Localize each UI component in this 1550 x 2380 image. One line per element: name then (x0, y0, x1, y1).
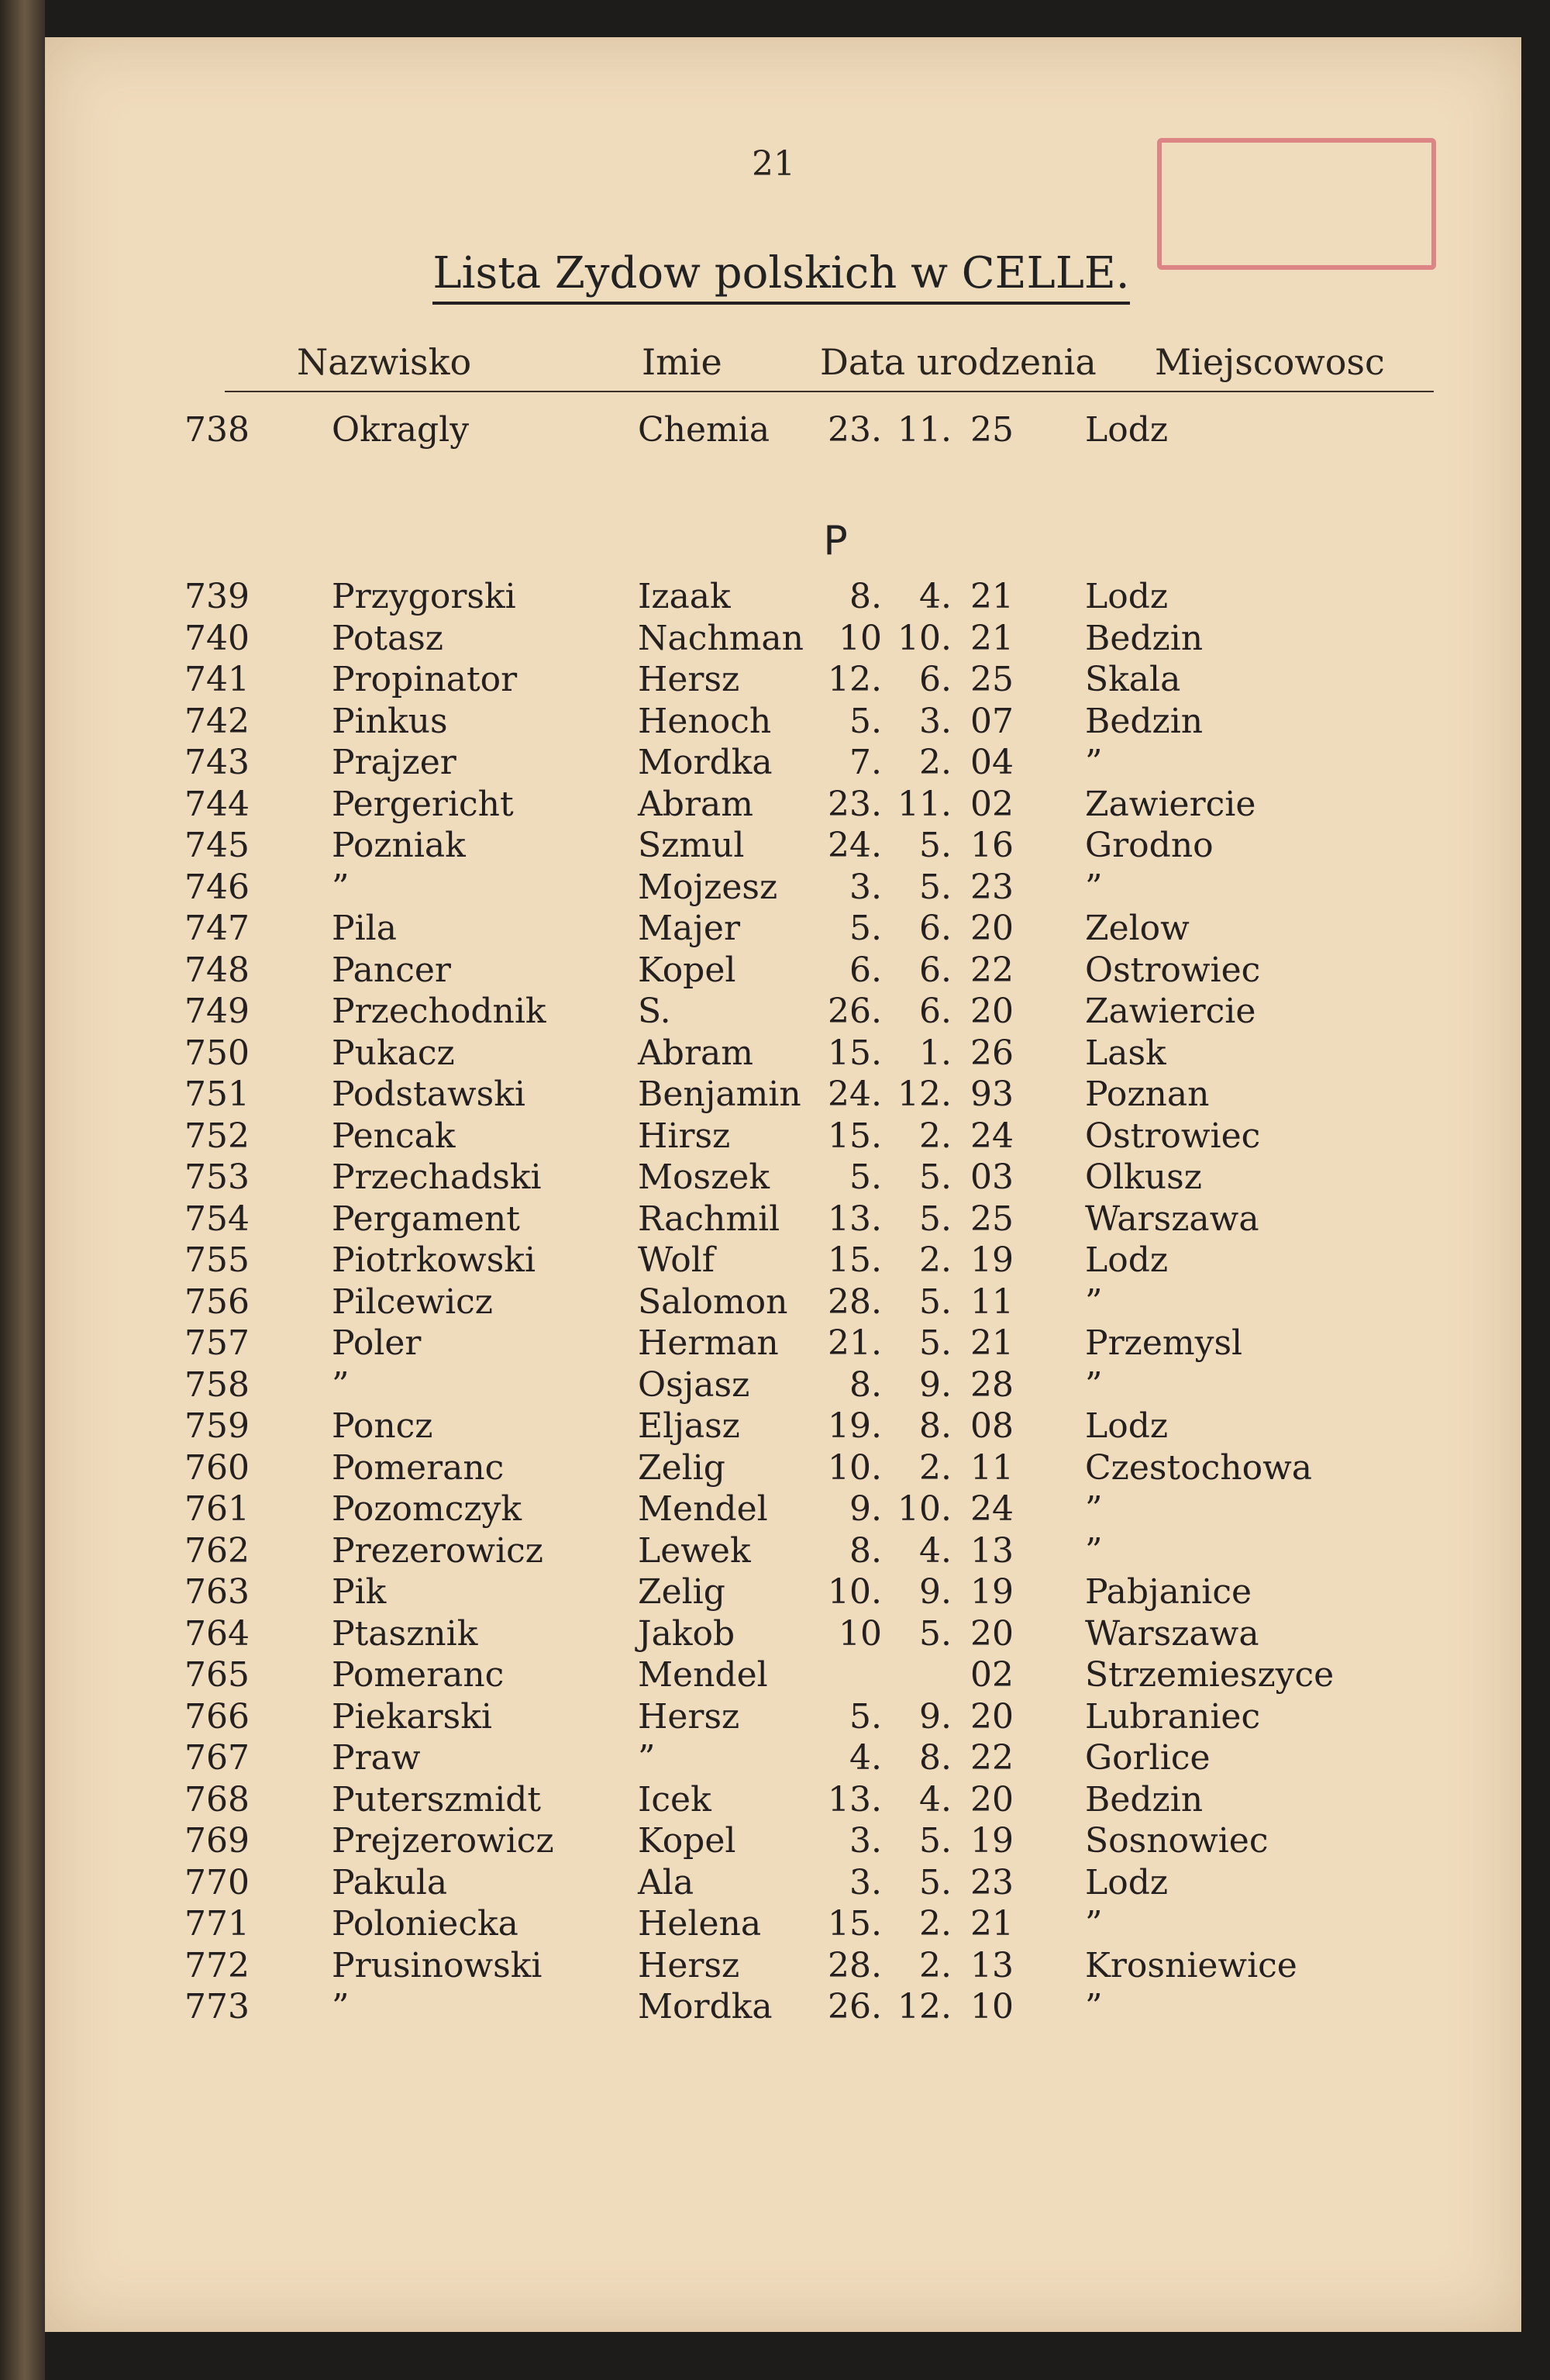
entry-birth-month: 9. (919, 1696, 952, 1737)
entry-birth-day: 5. (849, 1696, 882, 1737)
entry-birth-day: 26. (828, 992, 882, 1031)
entry-number: 747 (184, 909, 250, 948)
entry-first-name: Osjasz (638, 1364, 750, 1405)
entry-first-name: Zelig (638, 1447, 725, 1488)
entry-surname: Pergericht (332, 784, 514, 824)
table-row (45, 1074, 1521, 1116)
entry-birth-month: 9. (919, 1364, 952, 1405)
entry-birth-year: 23 (970, 1862, 1014, 1902)
entry-birth-month: 2. (919, 1447, 952, 1488)
entry-surname: ” (332, 1987, 350, 2026)
entry-number: 741 (184, 660, 250, 699)
entry-first-name: Herman (638, 1323, 779, 1363)
entry-number: 764 (184, 1613, 250, 1654)
entry-surname: Puterszmidt (332, 1779, 542, 1819)
entry-birth-month: 11. (897, 784, 952, 824)
entry-birth-year: 25 (970, 1199, 1014, 1239)
entry-place: Lodz (1085, 410, 1169, 450)
entry-surname: Praw (332, 1738, 421, 1778)
entry-birth-year: 22 (970, 950, 1014, 990)
entry-number: 765 (184, 1655, 250, 1695)
entry-number: 748 (184, 950, 250, 990)
table-row (45, 618, 1521, 660)
entry-first-name: Abram (638, 1033, 753, 1073)
entry-birth-year: 11 (970, 1281, 1014, 1322)
title-text: Lista Zydow polskich w CELLE. (432, 248, 1129, 305)
entry-number: 756 (184, 1281, 250, 1322)
entry-place: Bedzin (1085, 618, 1204, 658)
entry-place: Bedzin (1085, 701, 1204, 741)
entry-place: ” (1085, 1281, 1103, 1322)
table-row (45, 1696, 1521, 1738)
entry-birth-day: 23. (828, 784, 882, 824)
table-row (45, 1820, 1521, 1862)
entry-birth-day: 8. (849, 577, 882, 616)
entry-birth-year: 19 (970, 1572, 1014, 1612)
entry-birth-day: 5. (849, 1157, 882, 1197)
entry-birth-day: 6. (849, 950, 882, 990)
table-row (45, 1654, 1521, 1696)
archive-stamp (1157, 138, 1436, 270)
entry-birth-year: 19 (970, 1821, 1014, 1861)
entry-number: 740 (184, 618, 250, 658)
entry-first-name: Jakob (638, 1613, 735, 1654)
entry-place: ” (1085, 1364, 1103, 1405)
entry-surname: Przechodnik (332, 992, 546, 1031)
entry-place: Zawiercie (1085, 784, 1256, 824)
entry-birth-month: 4. (919, 1779, 952, 1819)
entry-first-name: Henoch (638, 701, 772, 741)
header-birth-date: Data urodzenia (820, 341, 1097, 383)
entry-number: 742 (184, 701, 250, 741)
entry-first-name: Mendel (638, 1655, 768, 1695)
entry-birth-year: 03 (970, 1157, 1014, 1197)
entry-birth-year: 22 (970, 1738, 1014, 1778)
table-row (45, 1737, 1521, 1779)
entry-number: 770 (184, 1862, 250, 1902)
entry-first-name: Mordka (638, 743, 773, 782)
entry-number: 766 (184, 1696, 250, 1737)
entry-birth-month: 8. (919, 1738, 952, 1778)
entry-first-name: Eljasz (638, 1406, 740, 1446)
entry-place: ” (1085, 1904, 1103, 1944)
entry-place: Sosnowiec (1085, 1821, 1269, 1861)
entry-number: 761 (184, 1489, 250, 1529)
entry-birth-month: 10. (897, 1489, 952, 1529)
entry-birth-month: 2. (919, 1116, 952, 1156)
entry-birth-month: 2. (919, 743, 952, 782)
entry-place: Pabjanice (1085, 1572, 1252, 1612)
entry-number: 763 (184, 1572, 250, 1612)
entry-birth-year: 25 (970, 660, 1014, 699)
entry-surname: ” (332, 1364, 350, 1405)
entry-number: 746 (184, 867, 250, 907)
entry-birth-month: 4. (919, 577, 952, 616)
entry-birth-year: 26 (970, 1033, 1014, 1073)
table-row (45, 701, 1521, 743)
entry-birth-month: 6. (919, 992, 952, 1031)
entry-number: 753 (184, 1157, 250, 1197)
table-row (45, 1862, 1521, 1904)
entry-first-name: Helena (638, 1904, 762, 1944)
entry-first-name: Hirsz (638, 1116, 731, 1156)
entry-surname: Przygorski (332, 577, 516, 616)
entry-birth-year: 04 (970, 743, 1014, 782)
entry-place: ” (1085, 1987, 1103, 2026)
entry-birth-year: 20 (970, 1696, 1014, 1737)
entry-surname: Piekarski (332, 1696, 492, 1737)
table-row (45, 1613, 1521, 1655)
entry-first-name: Kopel (638, 950, 736, 990)
entry-birth-year: 24 (970, 1116, 1014, 1156)
entry-surname: Prejzerowicz (332, 1821, 554, 1861)
entry-surname: Pencak (332, 1116, 456, 1156)
entry-number: 758 (184, 1364, 250, 1405)
entry-birth-day: 4. (849, 1738, 882, 1778)
entry-birth-month: 3. (919, 701, 952, 741)
entry-birth-day: 3. (849, 1821, 882, 1861)
entry-birth-month: 6. (919, 950, 952, 990)
entry-birth-month: 5. (919, 1862, 952, 1902)
entry-place: ” (1085, 743, 1103, 782)
entry-first-name: Icek (638, 1779, 711, 1819)
table-row (45, 1488, 1521, 1530)
page-number: 21 (752, 144, 795, 184)
entry-birth-month: 5. (919, 1199, 952, 1239)
entry-surname: Pergament (332, 1199, 520, 1239)
entry-birth-day: 15. (828, 1240, 882, 1280)
entry-birth-month: 8. (919, 1406, 952, 1446)
entry-birth-month: 10. (897, 618, 952, 658)
entry-number: 759 (184, 1406, 250, 1446)
table-row (45, 1240, 1521, 1281)
table-row (45, 409, 1521, 451)
entry-surname: Pomeranc (332, 1655, 505, 1695)
entry-surname: Podstawski (332, 1074, 525, 1114)
entry-birth-year: 10 (970, 1987, 1014, 2026)
entry-birth-day: 26. (828, 1987, 882, 2026)
entry-surname: Pila (332, 909, 397, 948)
table-row (45, 1199, 1521, 1240)
entry-birth-day: 15. (828, 1116, 882, 1156)
entry-first-name: Wolf (638, 1240, 715, 1280)
entry-birth-year: 20 (970, 992, 1014, 1031)
entry-place: Poznan (1085, 1074, 1210, 1114)
entry-place: Lodz (1085, 1240, 1169, 1280)
entry-surname: Propinator (332, 660, 518, 699)
entry-birth-month: 6. (919, 909, 952, 948)
entry-first-name: Mojzesz (638, 867, 778, 907)
entry-birth-day: 10 (839, 1613, 882, 1654)
entry-surname: Pinkus (332, 701, 448, 741)
entry-surname: Pakula (332, 1862, 448, 1902)
entry-first-name: Nachman (638, 618, 804, 658)
table-row (45, 1157, 1521, 1199)
entry-birth-month: 5. (919, 1821, 952, 1861)
entry-first-name: Benjamin (638, 1074, 801, 1114)
entry-birth-year: 21 (970, 1323, 1014, 1363)
entry-first-name: Rachmil (638, 1199, 780, 1239)
entry-number: 738 (184, 410, 250, 450)
table-row (45, 1447, 1521, 1489)
entry-birth-day: 13. (828, 1779, 882, 1819)
entry-place: ” (1085, 1489, 1103, 1529)
entry-surname: Poloniecka (332, 1904, 518, 1944)
entry-birth-day: 5. (849, 701, 882, 741)
entry-surname: ” (332, 867, 350, 907)
entry-birth-day: 10. (828, 1572, 882, 1612)
entry-birth-day: 10. (828, 1447, 882, 1488)
entry-first-name: Ala (638, 1862, 694, 1902)
entry-birth-day: 23. (828, 410, 882, 450)
entry-number: 773 (184, 1987, 250, 2026)
entry-surname: Przechadski (332, 1157, 542, 1197)
entry-number: 745 (184, 826, 250, 865)
entry-birth-month: 5. (919, 1281, 952, 1322)
entry-number: 757 (184, 1323, 250, 1363)
entry-first-name: Majer (638, 909, 740, 948)
entry-place: Strzemieszyce (1085, 1655, 1335, 1695)
entry-birth-day: 19. (828, 1406, 882, 1446)
table-row (45, 1406, 1521, 1447)
page-title (432, 248, 1130, 298)
entry-number: 752 (184, 1116, 250, 1156)
entry-surname: Poler (332, 1323, 422, 1363)
entry-birth-day: 28. (828, 1945, 882, 1985)
entry-place: Przemysl (1085, 1323, 1243, 1363)
entry-birth-day: 21. (828, 1323, 882, 1363)
table-row (45, 1033, 1521, 1074)
table-row (45, 1364, 1521, 1406)
table-row (45, 1571, 1521, 1613)
entry-birth-year: 93 (970, 1074, 1014, 1114)
entry-birth-month: 5. (919, 1323, 952, 1363)
entry-place: Czestochowa (1085, 1447, 1313, 1488)
entry-number: 754 (184, 1199, 250, 1239)
table-row (45, 1281, 1521, 1323)
entry-first-name: Hersz (638, 1696, 740, 1737)
entry-birth-month: 12. (897, 1987, 952, 2026)
entry-first-name: Abram (638, 784, 753, 824)
entry-birth-month: 4. (919, 1530, 952, 1571)
entry-place: Zawiercie (1085, 992, 1256, 1031)
entry-first-name: S. (638, 992, 671, 1031)
entry-birth-month: 12. (897, 1074, 952, 1114)
entry-birth-day: 10 (839, 618, 882, 658)
entry-first-name: ” (638, 1738, 656, 1778)
entry-birth-month: 11. (897, 410, 952, 450)
table-row (45, 950, 1521, 992)
table-row (45, 1779, 1521, 1821)
entry-place: ” (1085, 1530, 1103, 1571)
entry-place: Krosniewice (1085, 1945, 1297, 1985)
entry-birth-month: 1. (919, 1033, 952, 1073)
table-row (45, 825, 1521, 867)
entry-first-name: Mordka (638, 1987, 773, 2026)
entry-number: 750 (184, 1033, 250, 1073)
entry-birth-month: 9. (919, 1572, 952, 1612)
entry-first-name: Salomon (638, 1281, 788, 1322)
entry-birth-month: 5. (919, 1613, 952, 1654)
entry-birth-year: 25 (970, 410, 1014, 450)
entry-birth-month: 5. (919, 1157, 952, 1197)
entry-birth-year: 11 (970, 1447, 1014, 1488)
table-row (45, 1116, 1521, 1157)
entry-surname: Poncz (332, 1406, 433, 1446)
entry-birth-day: 13. (828, 1199, 882, 1239)
entry-birth-day: 7. (849, 743, 882, 782)
entry-surname: Pozniak (332, 826, 466, 865)
entry-birth-year: 24 (970, 1489, 1014, 1529)
entry-surname: Pomeranc (332, 1447, 505, 1488)
entry-birth-year: 19 (970, 1240, 1014, 1280)
header-rule (225, 391, 1434, 392)
entry-birth-day: 9. (849, 1489, 882, 1529)
book-spine (0, 0, 45, 2380)
entry-first-name: Moszek (638, 1157, 770, 1197)
entry-place: Bedzin (1085, 1779, 1204, 1819)
entry-place: Skala (1085, 660, 1181, 699)
entry-place: ” (1085, 867, 1103, 907)
entry-birth-day: 3. (849, 1862, 882, 1902)
entry-birth-day: 5. (849, 909, 882, 948)
entry-place: Zelow (1085, 909, 1190, 948)
table-row (45, 1530, 1521, 1572)
entry-place: Lask (1085, 1033, 1166, 1073)
entry-place: Olkusz (1085, 1157, 1202, 1197)
entry-number: 762 (184, 1530, 250, 1571)
table-row (45, 742, 1521, 784)
entry-birth-day: 12. (828, 660, 882, 699)
table-row (45, 1945, 1521, 1987)
entry-birth-year: 21 (970, 1904, 1014, 1944)
table-row (45, 784, 1521, 826)
entry-surname: Pilcewicz (332, 1281, 493, 1322)
entry-first-name: Zelig (638, 1572, 725, 1612)
entry-birth-day: 8. (849, 1364, 882, 1405)
section-letter: P (823, 518, 848, 564)
entry-birth-year: 02 (970, 784, 1014, 824)
entry-birth-day: 28. (828, 1281, 882, 1322)
entry-birth-year: 13 (970, 1945, 1014, 1985)
entry-first-name: Chemia (638, 410, 770, 450)
entry-first-name: Szmul (638, 826, 745, 865)
entry-place: Grodno (1085, 826, 1214, 865)
header-place: Miejscowosc (1155, 341, 1385, 383)
entry-first-name: Hersz (638, 1945, 740, 1985)
entry-place: Lubraniec (1085, 1696, 1261, 1737)
entry-first-name: Mendel (638, 1489, 768, 1529)
entry-number: 743 (184, 743, 250, 782)
table-row (45, 867, 1521, 909)
entry-birth-year: 13 (970, 1530, 1014, 1571)
entry-birth-month: 5. (919, 826, 952, 865)
entry-place: Lodz (1085, 1862, 1169, 1902)
entry-place: Lodz (1085, 1406, 1169, 1446)
entry-surname: Pozomczyk (332, 1489, 522, 1529)
table-row (45, 659, 1521, 701)
entry-place: Warszawa (1085, 1199, 1259, 1239)
document-page (45, 37, 1521, 2332)
entry-number: 749 (184, 992, 250, 1031)
entry-birth-month: 5. (919, 867, 952, 907)
entry-number: 760 (184, 1447, 250, 1488)
table-row (45, 1323, 1521, 1364)
entry-first-name: Izaak (638, 577, 731, 616)
entry-number: 739 (184, 577, 250, 616)
entry-place: Gorlice (1085, 1738, 1211, 1778)
entry-surname: Okragly (332, 410, 470, 450)
entry-birth-day: 24. (828, 826, 882, 865)
entry-first-name: Kopel (638, 1821, 736, 1861)
entry-number: 771 (184, 1904, 250, 1944)
entry-surname: Pancer (332, 950, 451, 990)
entry-birth-year: 20 (970, 909, 1014, 948)
entry-first-name: Hersz (638, 660, 740, 699)
entry-birth-day: 8. (849, 1530, 882, 1571)
entry-birth-day: 24. (828, 1074, 882, 1114)
entry-first-name: Lewek (638, 1530, 751, 1571)
entry-surname: Piotrkowski (332, 1240, 536, 1280)
entry-surname: Prusinowski (332, 1945, 542, 1985)
entry-place: Ostrowiec (1085, 1116, 1261, 1156)
entry-place: Lodz (1085, 577, 1169, 616)
entry-birth-year: 02 (970, 1655, 1014, 1695)
entry-surname: Ptasznik (332, 1613, 478, 1654)
entry-number: 744 (184, 784, 250, 824)
table-row (45, 908, 1521, 950)
entry-birth-year: 07 (970, 701, 1014, 741)
entry-birth-day: 15. (828, 1033, 882, 1073)
entry-number: 769 (184, 1821, 250, 1861)
entry-surname: Pukacz (332, 1033, 455, 1073)
entry-number: 751 (184, 1074, 250, 1114)
table-row (45, 576, 1521, 618)
entry-birth-month: 2. (919, 1945, 952, 1985)
entry-birth-year: 08 (970, 1406, 1014, 1446)
entry-number: 768 (184, 1779, 250, 1819)
entry-surname: Prajzer (332, 743, 456, 782)
entry-surname: Prezerowicz (332, 1530, 543, 1571)
entry-birth-month: 2. (919, 1240, 952, 1280)
header-first-name: Imie (642, 341, 722, 383)
entry-number: 755 (184, 1240, 250, 1280)
entry-place: Ostrowiec (1085, 950, 1261, 990)
table-row (45, 991, 1521, 1033)
table-row (45, 1903, 1521, 1945)
entry-birth-year: 21 (970, 618, 1014, 658)
entry-number: 767 (184, 1738, 250, 1778)
entry-birth-year: 28 (970, 1364, 1014, 1405)
entry-surname: Pik (332, 1572, 387, 1612)
entry-birth-day: 15. (828, 1904, 882, 1944)
entry-birth-year: 16 (970, 826, 1014, 865)
entry-birth-year: 21 (970, 577, 1014, 616)
entry-birth-year: 23 (970, 867, 1014, 907)
entry-birth-day: 3. (849, 867, 882, 907)
entry-surname: Potasz (332, 618, 443, 658)
entry-number: 772 (184, 1945, 250, 1985)
header-surname: Nazwisko (297, 341, 472, 383)
entry-birth-month: 6. (919, 660, 952, 699)
entry-birth-month: 2. (919, 1904, 952, 1944)
entry-place: Warszawa (1085, 1613, 1259, 1654)
entry-birth-year: 20 (970, 1613, 1014, 1654)
table-row (45, 1986, 1521, 2028)
entry-birth-year: 20 (970, 1779, 1014, 1819)
